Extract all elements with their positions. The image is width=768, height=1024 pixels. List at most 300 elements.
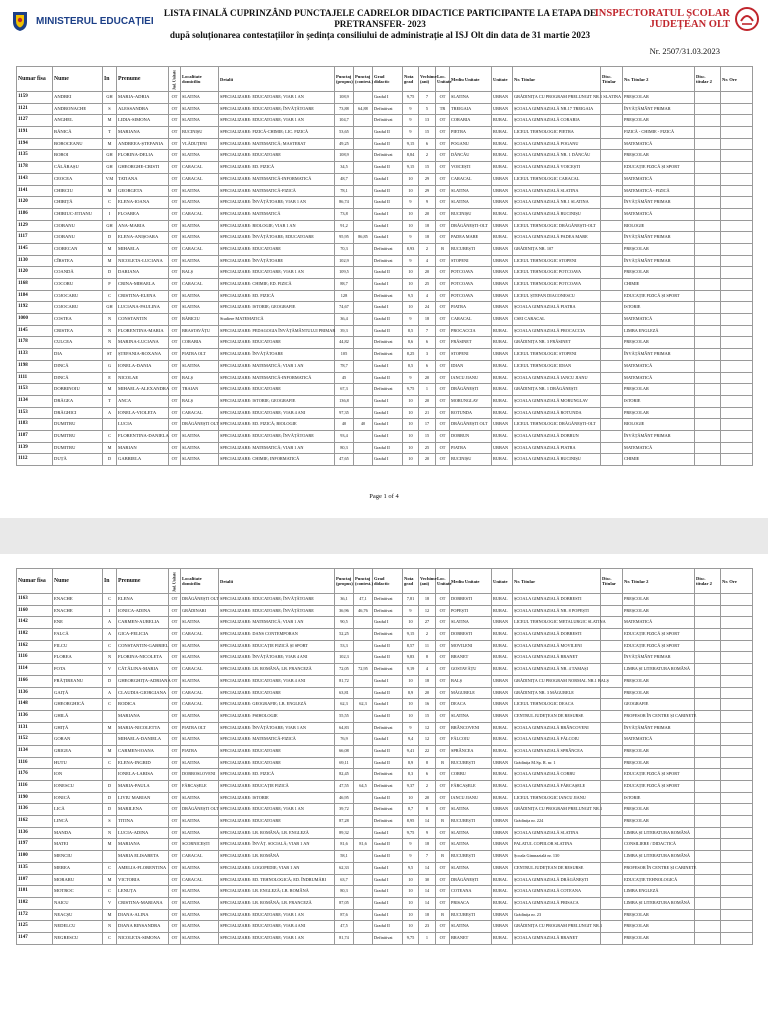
first-name-cell: MARIANA: [117, 127, 169, 139]
last-name-cell: MATEI: [53, 839, 103, 851]
score-cell: 80,3: [335, 442, 354, 454]
table-row: [17, 279, 753, 291]
unit-name-cell: ȘCOALA GIMNAZIALĂ DRĂGĂNEȘTI: [513, 874, 601, 886]
unit-name-cell: LICEUL TEHNOLOGIC IANCU JIANU: [513, 792, 601, 804]
score-cell: 88,7: [335, 279, 354, 291]
contest-score-cell: [354, 442, 373, 454]
table-row: [17, 605, 753, 617]
title-number-cell: [601, 220, 623, 232]
first-name-cell: MARILENA: [117, 804, 169, 816]
table-row: [17, 150, 753, 162]
unit-locality-cell: GOSTAVĂȚU: [450, 664, 492, 676]
second-title-cell: [695, 150, 721, 162]
grade-mark-cell: 10: [403, 407, 419, 419]
second-title-cell: [695, 255, 721, 267]
discipline-cell: MATEMATICĂ - FIZICĂ: [623, 185, 695, 197]
title-number-cell: [601, 909, 623, 921]
unit-locality-cell: PRISACA: [450, 897, 492, 909]
unit-county-cell: OT: [436, 185, 450, 197]
initial-cell: S: [103, 103, 117, 115]
unit-locality-cell: POTCOAVA: [450, 267, 492, 279]
first-name-cell: MIHAELA: [117, 243, 169, 255]
title-number-cell: [601, 162, 623, 174]
last-name-cell: BOBOCEANU: [53, 138, 103, 150]
hours-cell: [721, 722, 753, 734]
table-row: [17, 664, 753, 676]
second-title-cell: [695, 337, 721, 349]
last-name-cell: COSTEA: [53, 314, 103, 326]
unit-locality-cell: SLATINA: [450, 827, 492, 839]
fisa-number-cell: 1112: [17, 454, 53, 466]
second-title-cell: [695, 699, 721, 711]
discipline-cell: PREȘCOLAR: [623, 757, 695, 769]
discipline-cell: EDUCAȚIE FIZICĂ ȘI SPORT: [623, 290, 695, 302]
second-title-cell: [695, 932, 721, 944]
unit-name-cell: ȘCOALA GIMNAZIALĂ PROCACCIA: [513, 325, 601, 337]
results-table-page-1: [16, 66, 753, 466]
first-name-cell: IONELA-DANIA: [117, 360, 169, 372]
initial-cell: D: [103, 792, 117, 804]
unit-locality-cell: SLATINA: [450, 710, 492, 722]
first-name-cell: MIHAELA-DANIELA: [117, 734, 169, 746]
hours-cell: [721, 454, 753, 466]
hours-cell: [721, 407, 753, 419]
table-row: [17, 208, 753, 220]
seniority-cell: 4: [419, 290, 436, 302]
initial-cell: M: [103, 909, 117, 921]
unit-locality-cell: POPEȘTI: [450, 605, 492, 617]
discipline-cell: PREȘCOLAR: [623, 594, 695, 606]
initial-cell: A: [103, 629, 117, 641]
details-cell: SPECIALIZARE: EDUCATOARE; VIAB 4 ANI: [219, 675, 335, 687]
discipline-cell: ÎNVĂȚĂMÂNT PRIMAR: [623, 349, 695, 361]
county-cell: OT: [169, 862, 181, 874]
grade-mark-cell: 9,75: [403, 827, 419, 839]
fisa-number-cell: 1136: [17, 827, 53, 839]
second-title-cell: [695, 640, 721, 652]
details-cell: SPECIALIZARE: EDUCAȚIE FIZICĂ: [219, 781, 335, 793]
seniority-cell: 25: [419, 442, 436, 454]
initial-cell: GH: [103, 150, 117, 162]
seniority-cell: 15: [419, 127, 436, 139]
contest-score-cell: [354, 208, 373, 220]
column-header: Prenume: [117, 67, 169, 92]
first-name-cell: CARMEN-AURELIA: [117, 617, 169, 629]
grade-cell: Gradul I: [373, 173, 403, 185]
contest-score-cell: [354, 734, 373, 746]
contest-score-cell: [354, 290, 373, 302]
county-cell: OT: [169, 419, 181, 431]
environment-cell: RURAL: [492, 115, 513, 127]
grade-mark-cell: 10: [403, 909, 419, 921]
unit-county-cell: OT: [436, 792, 450, 804]
unit-name-cell: GRĂDINIȚA NR. 3 MĂGURELE: [513, 687, 601, 699]
details-cell: SPECIALIZARE: LB. ROMÂNĂ; LB. ENGLEZĂ: [219, 827, 335, 839]
first-name-cell: MARINA-LUCIANA: [117, 337, 169, 349]
details-cell: SPECIALIZARE: EDUCATOARE: [219, 757, 335, 769]
fisa-number-cell: 1145: [17, 243, 53, 255]
fisa-number-cell: 1148: [17, 699, 53, 711]
environment-cell: RURAL: [492, 886, 513, 898]
second-title-cell: [695, 886, 721, 898]
grade-mark-cell: 9,19: [403, 664, 419, 676]
unit-county-cell: OT: [436, 897, 450, 909]
title-number-cell: [601, 314, 623, 326]
county-cell: OT: [169, 886, 181, 898]
unit-locality-cell: BUCUREȘTI: [450, 816, 492, 828]
initial-cell: I: [103, 208, 117, 220]
discipline-cell: ÎNVĂȚĂMÂNT PRIMAR: [623, 722, 695, 734]
initial-cell: V.M: [103, 173, 117, 185]
locality-cell: BALȘ: [181, 267, 219, 279]
fisa-number-cell: 1136: [17, 687, 53, 699]
grade-cell: Gradul I: [373, 699, 403, 711]
locality-cell: CARACAL: [181, 629, 219, 641]
discipline-cell: MATEMATICĂ: [623, 442, 695, 454]
column-header: Nr. Ore: [721, 569, 753, 594]
seniority-cell: 4: [419, 255, 436, 267]
seniority-cell: 1: [419, 932, 436, 944]
county-cell: OT: [169, 349, 181, 361]
grade-mark-cell: 9,83: [403, 652, 419, 664]
unit-name-cell: ȘCOALA GIMNAZIALĂ FĂLCOIU: [513, 734, 601, 746]
last-name-cell: GHIȚĂ: [53, 722, 103, 734]
unit-name-cell: ȘCOALA GIMNAZIALĂ NR.1 SLATINA: [513, 197, 601, 209]
environment-cell: RURAL: [492, 162, 513, 174]
hours-cell: [721, 314, 753, 326]
score-cell: 89,32: [335, 827, 354, 839]
initial-cell: N: [103, 325, 117, 337]
grade-cell: Gradul II: [373, 921, 403, 933]
environment-cell: RURAL: [492, 325, 513, 337]
county-cell: OT: [169, 710, 181, 722]
last-name-cell: DRĂGEA: [53, 395, 103, 407]
grade-cell: Gradul I: [373, 220, 403, 232]
initial-cell: N: [103, 921, 117, 933]
table-row: [17, 185, 753, 197]
second-title-cell: [695, 384, 721, 396]
locality-cell: SLATINA: [181, 617, 219, 629]
unit-locality-cell: SLATINA: [450, 617, 492, 629]
unit-locality-cell: DOBRUN: [450, 430, 492, 442]
locality-cell: SLATINA: [181, 103, 219, 115]
table-row: [17, 909, 753, 921]
unit-locality-cell: BUCINIȘU: [450, 208, 492, 220]
details-cell: SPECIALIZARE: EDUCATOARE; VIAB 1 AN: [219, 115, 335, 127]
unit-name-cell: ȘCOALA GIMNAZIALĂ NR. 4 TAMAȘI: [513, 664, 601, 676]
county-cell: OT: [169, 594, 181, 606]
title-number-cell: [601, 827, 623, 839]
locality-cell: SLATINA: [181, 454, 219, 466]
title-number-cell: [601, 197, 623, 209]
grade-cell: Definitivat: [373, 243, 403, 255]
last-name-cell: MORARU: [53, 874, 103, 886]
first-name-cell: MARIA-NICOLETTA: [117, 722, 169, 734]
details-cell: SPECIALIZARE: EDUCATOARE; ÎNVĂȚĂTOARE: [219, 103, 335, 115]
grade-cell: Definitivat: [373, 115, 403, 127]
fisa-number-cell: 1139: [17, 442, 53, 454]
contest-score-cell: [354, 115, 373, 127]
county-cell: OT: [169, 92, 181, 104]
grade-cell: Gradul I: [373, 874, 403, 886]
unit-county-cell: OT: [436, 781, 450, 793]
locality-cell: SLATINA: [181, 115, 219, 127]
title-number-cell: [601, 757, 623, 769]
environment-cell: URBAN: [492, 839, 513, 851]
locality-cell: SLATINA: [181, 232, 219, 244]
title-number-cell: [601, 384, 623, 396]
locality-cell: BĂBICIU: [181, 314, 219, 326]
county-cell: OT: [169, 442, 181, 454]
second-title-cell: [695, 442, 721, 454]
column-header: Unitate: [492, 67, 513, 92]
column-header: Jud. Unitate: [169, 67, 181, 92]
seniority-cell: 6: [419, 337, 436, 349]
table-row: [17, 419, 753, 431]
details-cell: SPECIALIZARE: EDUCATOARE; ÎNVĂȚĂTOARE: [219, 605, 335, 617]
details-cell: SPECIALIZARE: EDUCATOARE: [219, 816, 335, 828]
second-title-cell: [695, 127, 721, 139]
grade-mark-cell: 10: [403, 185, 419, 197]
initial-cell: D: [103, 454, 117, 466]
discipline-cell: GEOGRAFIE: [623, 699, 695, 711]
unit-name-cell: LICEUL TEHNOLOGIC POTCOAVA: [513, 267, 601, 279]
locality-cell: BALȘ: [181, 372, 219, 384]
title-number-cell: [601, 921, 623, 933]
county-cell: OT: [169, 921, 181, 933]
grade-cell: Definitivat: [373, 804, 403, 816]
unit-county-cell: B: [436, 757, 450, 769]
unit-county-cell: OT: [436, 874, 450, 886]
discipline-cell: LIMBA ȘI LITERATURA ROMÂNĂ: [623, 851, 695, 863]
contest-score-cell: 47,1: [354, 594, 373, 606]
county-cell: OT: [169, 757, 181, 769]
unit-county-cell: OT: [436, 699, 450, 711]
table-row: [17, 710, 753, 722]
unit-locality-cell: PIATRA: [450, 302, 492, 314]
unit-locality-cell: IDIAN: [450, 360, 492, 372]
second-title-cell: [695, 722, 721, 734]
unit-name-cell: ȘCOALA GIMNAZIALĂ NR.17 TREIGAIA: [513, 103, 601, 115]
locality-cell: VLĂDUȚENI: [181, 138, 219, 150]
grade-cell: Gradul II: [373, 757, 403, 769]
table-row: [17, 302, 753, 314]
unit-county-cell: OT: [436, 325, 450, 337]
score-cell: 48,7: [335, 173, 354, 185]
column-header: In: [103, 67, 117, 92]
grade-cell: Gradul II: [373, 652, 403, 664]
score-cell: 45: [335, 372, 354, 384]
details-cell: SPECIALIZARE: EDUCATOARE: [219, 384, 335, 396]
first-name-cell: LIVIU MARIAN: [117, 792, 169, 804]
column-header: Mediu Unitate: [450, 67, 492, 92]
initial-cell: [103, 769, 117, 781]
initial-cell: C: [103, 862, 117, 874]
title-number-cell: [601, 360, 623, 372]
grade-cell: Gradul I: [373, 92, 403, 104]
environment-cell: URBAN: [492, 197, 513, 209]
details-cell: SPECIALIZARE: EDUCATOARE; VIAB 1 AN: [219, 909, 335, 921]
contest-score-cell: [354, 150, 373, 162]
unit-name-cell: ȘCOALA GIMNAZIALĂ PRISACA: [513, 897, 601, 909]
discipline-cell: PREȘCOLAR: [623, 745, 695, 757]
locality-cell: SLATINA: [181, 150, 219, 162]
grade-cell: Gradul II: [373, 442, 403, 454]
first-name-cell: NICOLAE: [117, 372, 169, 384]
unit-name-cell: LICEUL TEHNOLOGIC DRĂGĂNEȘTI-OLT: [513, 419, 601, 431]
environment-cell: RURAL: [492, 781, 513, 793]
locality-cell: CARACAL: [181, 699, 219, 711]
county-cell: OT: [169, 267, 181, 279]
grade-mark-cell: 9,15: [403, 162, 419, 174]
title-number-cell: [601, 243, 623, 255]
first-name-cell: CĂTĂLINA-MARIA: [117, 664, 169, 676]
seniority-cell: 18: [419, 314, 436, 326]
hours-cell: [721, 874, 753, 886]
unit-locality-cell: CARACAL: [450, 314, 492, 326]
unit-county-cell: OT: [436, 804, 450, 816]
contest-score-cell: [354, 127, 373, 139]
hours-cell: [721, 757, 753, 769]
initial-cell: I: [103, 605, 117, 617]
unit-name-cell: ȘCOALA GIMNAZIALĂ CORBU: [513, 769, 601, 781]
title-number-cell: [601, 115, 623, 127]
initial-cell: M: [103, 185, 117, 197]
grade-mark-cell: 10: [403, 886, 419, 898]
details-cell: SPECIALIZARE: MATEMATICĂ; VIAB 1 AN: [219, 360, 335, 372]
table-row: [17, 652, 753, 664]
table-row: [17, 897, 753, 909]
second-title-cell: [695, 804, 721, 816]
unit-locality-cell: COTEANA: [450, 886, 492, 898]
fisa-number-cell: 1133: [17, 349, 53, 361]
table-row: [17, 851, 753, 863]
hours-cell: [721, 372, 753, 384]
first-name-cell: MARIA ELISABETA: [117, 851, 169, 863]
column-header: Localitate domiciliu: [181, 67, 219, 92]
unit-locality-cell: PROCACCIA: [450, 325, 492, 337]
environment-cell: URBAN: [492, 675, 513, 687]
fisa-number-cell: 1135: [17, 150, 53, 162]
unit-locality-cell: SLATINA: [450, 839, 492, 851]
unit-locality-cell: FĂLCOIU: [450, 734, 492, 746]
grade-mark-cell: 10: [403, 220, 419, 232]
unit-name-cell: ȘCOALA GIMNAZIALĂ DOBRESTI: [513, 629, 601, 641]
unit-county-cell: OT: [436, 127, 450, 139]
discipline-cell: ISTORIE: [623, 792, 695, 804]
fisa-number-cell: 1141: [17, 185, 53, 197]
title-number-cell: [601, 932, 623, 944]
last-name-cell: ENACHE: [53, 605, 103, 617]
contest-score-cell: [354, 617, 373, 629]
county-cell: OT: [169, 243, 181, 255]
county-cell: OT: [169, 395, 181, 407]
seniority-cell: 23: [419, 921, 436, 933]
title-number-cell: [601, 886, 623, 898]
second-title-cell: [695, 734, 721, 746]
hours-cell: [721, 138, 753, 150]
hours-cell: [721, 781, 753, 793]
discipline-cell: ÎNVĂȚĂMÂNT PRIMAR: [623, 197, 695, 209]
seniority-cell: 14: [419, 816, 436, 828]
grade-cell: Gradul II: [373, 138, 403, 150]
grade-mark-cell: 9: [403, 103, 419, 115]
title-number-cell: [601, 419, 623, 431]
environment-cell: URBAN: [492, 617, 513, 629]
table-row: [17, 314, 753, 326]
seniority-cell: 18: [419, 220, 436, 232]
unit-name-cell: ȘCOALA GIMNAZIALĂ IANCU JIANU: [513, 372, 601, 384]
initial-cell: M: [103, 874, 117, 886]
hours-cell: [721, 745, 753, 757]
environment-cell: URBAN: [492, 804, 513, 816]
seniority-cell: 22: [419, 745, 436, 757]
second-title-cell: [695, 349, 721, 361]
unit-county-cell: OT: [436, 769, 450, 781]
fisa-number-cell: 1130: [17, 255, 53, 267]
locality-cell: SLATINA: [181, 827, 219, 839]
unit-county-cell: B: [436, 243, 450, 255]
last-name-cell: CEOCEA: [53, 173, 103, 185]
discipline-cell: PREȘCOLAR: [623, 909, 695, 921]
discipline-cell: PREȘCOLAR: [623, 932, 695, 944]
grade-mark-cell: 10: [403, 454, 419, 466]
unit-name-cell: ȘCOALA GIMNAZIALĂ SLATINA: [513, 827, 601, 839]
title-number-cell: [601, 407, 623, 419]
unit-county-cell: OT: [436, 430, 450, 442]
table-row: [17, 675, 753, 687]
table-row: [17, 781, 753, 793]
locality-cell: SLATINA: [181, 360, 219, 372]
contest-score-cell: [354, 792, 373, 804]
county-cell: OT: [169, 734, 181, 746]
first-name-cell: MIHAELA-ALEXANDRA: [117, 384, 169, 396]
title-number-cell: [601, 652, 623, 664]
grade-cell: Gradul I: [373, 454, 403, 466]
second-title-cell: [695, 816, 721, 828]
score-cell: 47,65: [335, 454, 354, 466]
ministry-logo: [10, 10, 154, 32]
county-cell: OT: [169, 897, 181, 909]
column-header: Nr. Titular: [513, 569, 601, 594]
initial-cell: M: [103, 839, 117, 851]
first-name-cell: GHEORGHIȚA-ADRIANA: [117, 675, 169, 687]
grade-mark-cell: 9,5: [403, 290, 419, 302]
discipline-cell: CHIMIE: [623, 279, 695, 291]
environment-cell: RURAL: [492, 372, 513, 384]
environment-cell: RURAL: [492, 629, 513, 641]
unit-name-cell: CENTRUL JUDEȚEAN DE RESURSE: [513, 710, 601, 722]
last-name-cell: CĂLĂRAȘU: [53, 162, 103, 174]
unit-county-cell: B: [436, 816, 450, 828]
details-cell: SPECIALIZARE: FIZICĂ-CHIMIE; LIC. FIZICĂ: [219, 127, 335, 139]
initial-cell: [103, 419, 117, 431]
second-title-cell: [695, 243, 721, 255]
last-name-cell: ENACHE: [53, 594, 103, 606]
title-number-cell: [601, 792, 623, 804]
seniority-cell: 20: [419, 372, 436, 384]
last-name-cell: COJOCARU: [53, 290, 103, 302]
discipline-cell: BIOLOGIE: [623, 220, 695, 232]
hours-cell: [721, 349, 753, 361]
fisa-number-cell: 1194: [17, 138, 53, 150]
unit-locality-cell: MOVILENI: [450, 640, 492, 652]
grade-mark-cell: 9: [403, 722, 419, 734]
hours-cell: [721, 243, 753, 255]
grade-cell: Gradul I: [373, 886, 403, 898]
hours-cell: [721, 162, 753, 174]
grade-cell: Gradul II: [373, 185, 403, 197]
